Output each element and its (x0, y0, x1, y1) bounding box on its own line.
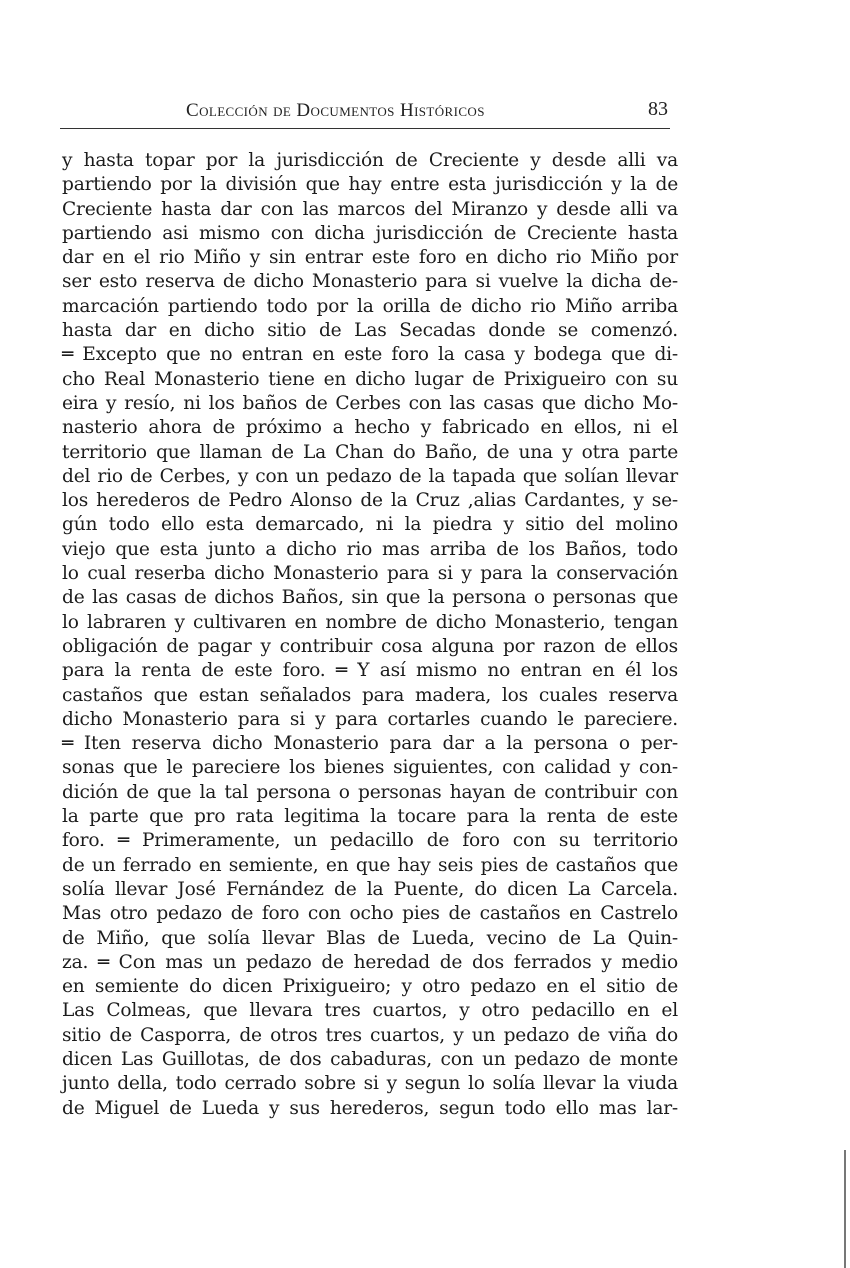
text-line: foro. ═ Primeramente, un pedacillo de foro con su territorio (62, 830, 678, 852)
text-line: eira y resío, ni los baños de Cerbes con las casas que dicho Mo- (62, 392, 678, 414)
text-line: ═ Excepto que no entran en este foro la casa y bodega que di- (62, 344, 678, 366)
text-line: gún todo ello esta demarcado, ni la piedra y sitio del molino (62, 514, 678, 536)
text-line: para la renta de este foro. ═ Y así mismo no entran en él los (62, 660, 678, 682)
text-line: de Miguel de Lueda y sus herederos, segun todo ello mas lar- (62, 1097, 678, 1119)
text-line: de Miño, que solía llevar Blas de Lueda, vecino de La Quin- (62, 927, 678, 949)
text-line: dición de que la tal persona o personas hayan de contribuir con (62, 781, 678, 803)
text-line: territorio que llaman de La Chan do Baño, de una y otra parte (62, 441, 678, 463)
text-line: viejo que esta junto a dicho rio mas arriba de los Baños, todo (62, 538, 678, 560)
text-line: obligación de pagar y contribuir cosa alguna por razon de ellos (62, 635, 678, 657)
text-line: partiendo asi mismo con dicha jurisdicción de Creciente hasta (62, 222, 678, 244)
header-rule (60, 128, 670, 129)
body-text (62, 149, 678, 1121)
text-line: dicho Monasterio para si y para cortarles cuando le pareciere. (62, 708, 678, 730)
text-line: sitio de Casporra, de otros tres cuartos, y un pedazo de viña do (62, 1024, 678, 1046)
text-line: Creciente hasta dar con las marcos del Miranzo y desde alli va (62, 198, 678, 220)
text-line: ser esto reserva de dicho Monasterio para si vuelve la dicha de- (62, 271, 678, 293)
text-line: en semiente do dicen Prixigueiro; y otro pedazo en el sitio de (62, 976, 678, 998)
text-line: lo labraren y cultivaren en nombre de dicho Monasterio, tengan (62, 611, 678, 633)
text-line: la parte que pro rata legitima la tocare para la renta de este (62, 806, 678, 828)
page-number: 83 (648, 98, 668, 120)
text-line: cho Real Monasterio tiene en dicho lugar de Prixigueiro con su (62, 368, 678, 390)
text-line: hasta dar en dicho sitio de Las Secadas donde se comenzó. (62, 320, 678, 342)
text-line: ═ Iten reserva dicho Monasterio para dar a la persona o per- (62, 733, 678, 755)
text-line: nasterio ahora de próximo a hecho y fabricado en ellos, ni el (62, 417, 678, 439)
text-line: de un ferrado en semiente, en que hay seis pies de castaños que (62, 854, 678, 876)
scan-edge-shadow (844, 1150, 846, 1268)
text-line: marcación partiendo todo por la orilla de dicho rio Miño arriba (62, 295, 678, 317)
text-line: junto della, todo cerrado sobre si y segun lo solía llevar la viuda (62, 1073, 678, 1095)
text-line: Mas otro pedazo de foro con ocho pies de castaños en Castrelo (62, 903, 678, 925)
text-line: za. ═ Con mas un pedazo de heredad de dos ferrados y medio (62, 951, 678, 973)
text-line: los herederos de Pedro Alonso de la Cruz ,alias Cardantes, y se- (62, 490, 678, 512)
text-line: sonas que le pareciere los bienes siguientes, con calidad y con- (62, 757, 678, 779)
text-line: y hasta topar por la jurisdicción de Creciente y desde alli va (62, 150, 678, 171)
text-line: partiendo por la división que hay entre esta jurisdicción y la de (62, 174, 678, 196)
text-line: castaños que estan señalados para madera, los cuales reserva (62, 684, 678, 706)
text-line: dar en el rio Miño y sin entrar este foro en dicho rio Miño por (62, 247, 678, 269)
text-line: Las Colmeas, que llevara tres cuartos, y otro pedacillo en el (62, 1000, 678, 1022)
text-line: dicen Las Guillotas, de dos cabaduras, con un pedazo de monte (62, 1048, 678, 1070)
text-line: de las casas de dichos Baños, sin que la persona o personas que (62, 587, 678, 609)
running-title: Colección de Documentos Históricos (186, 100, 485, 121)
text-line: del rio de Cerbes, y con un pedazo de la tapada que solían llevar (62, 465, 678, 487)
running-header (60, 96, 672, 126)
text-line: solía llevar José Fernández de la Puente, do dicen La Carcela. (62, 878, 678, 900)
text-line: lo cual reserba dicho Monasterio para si y para la conservación (62, 563, 678, 585)
